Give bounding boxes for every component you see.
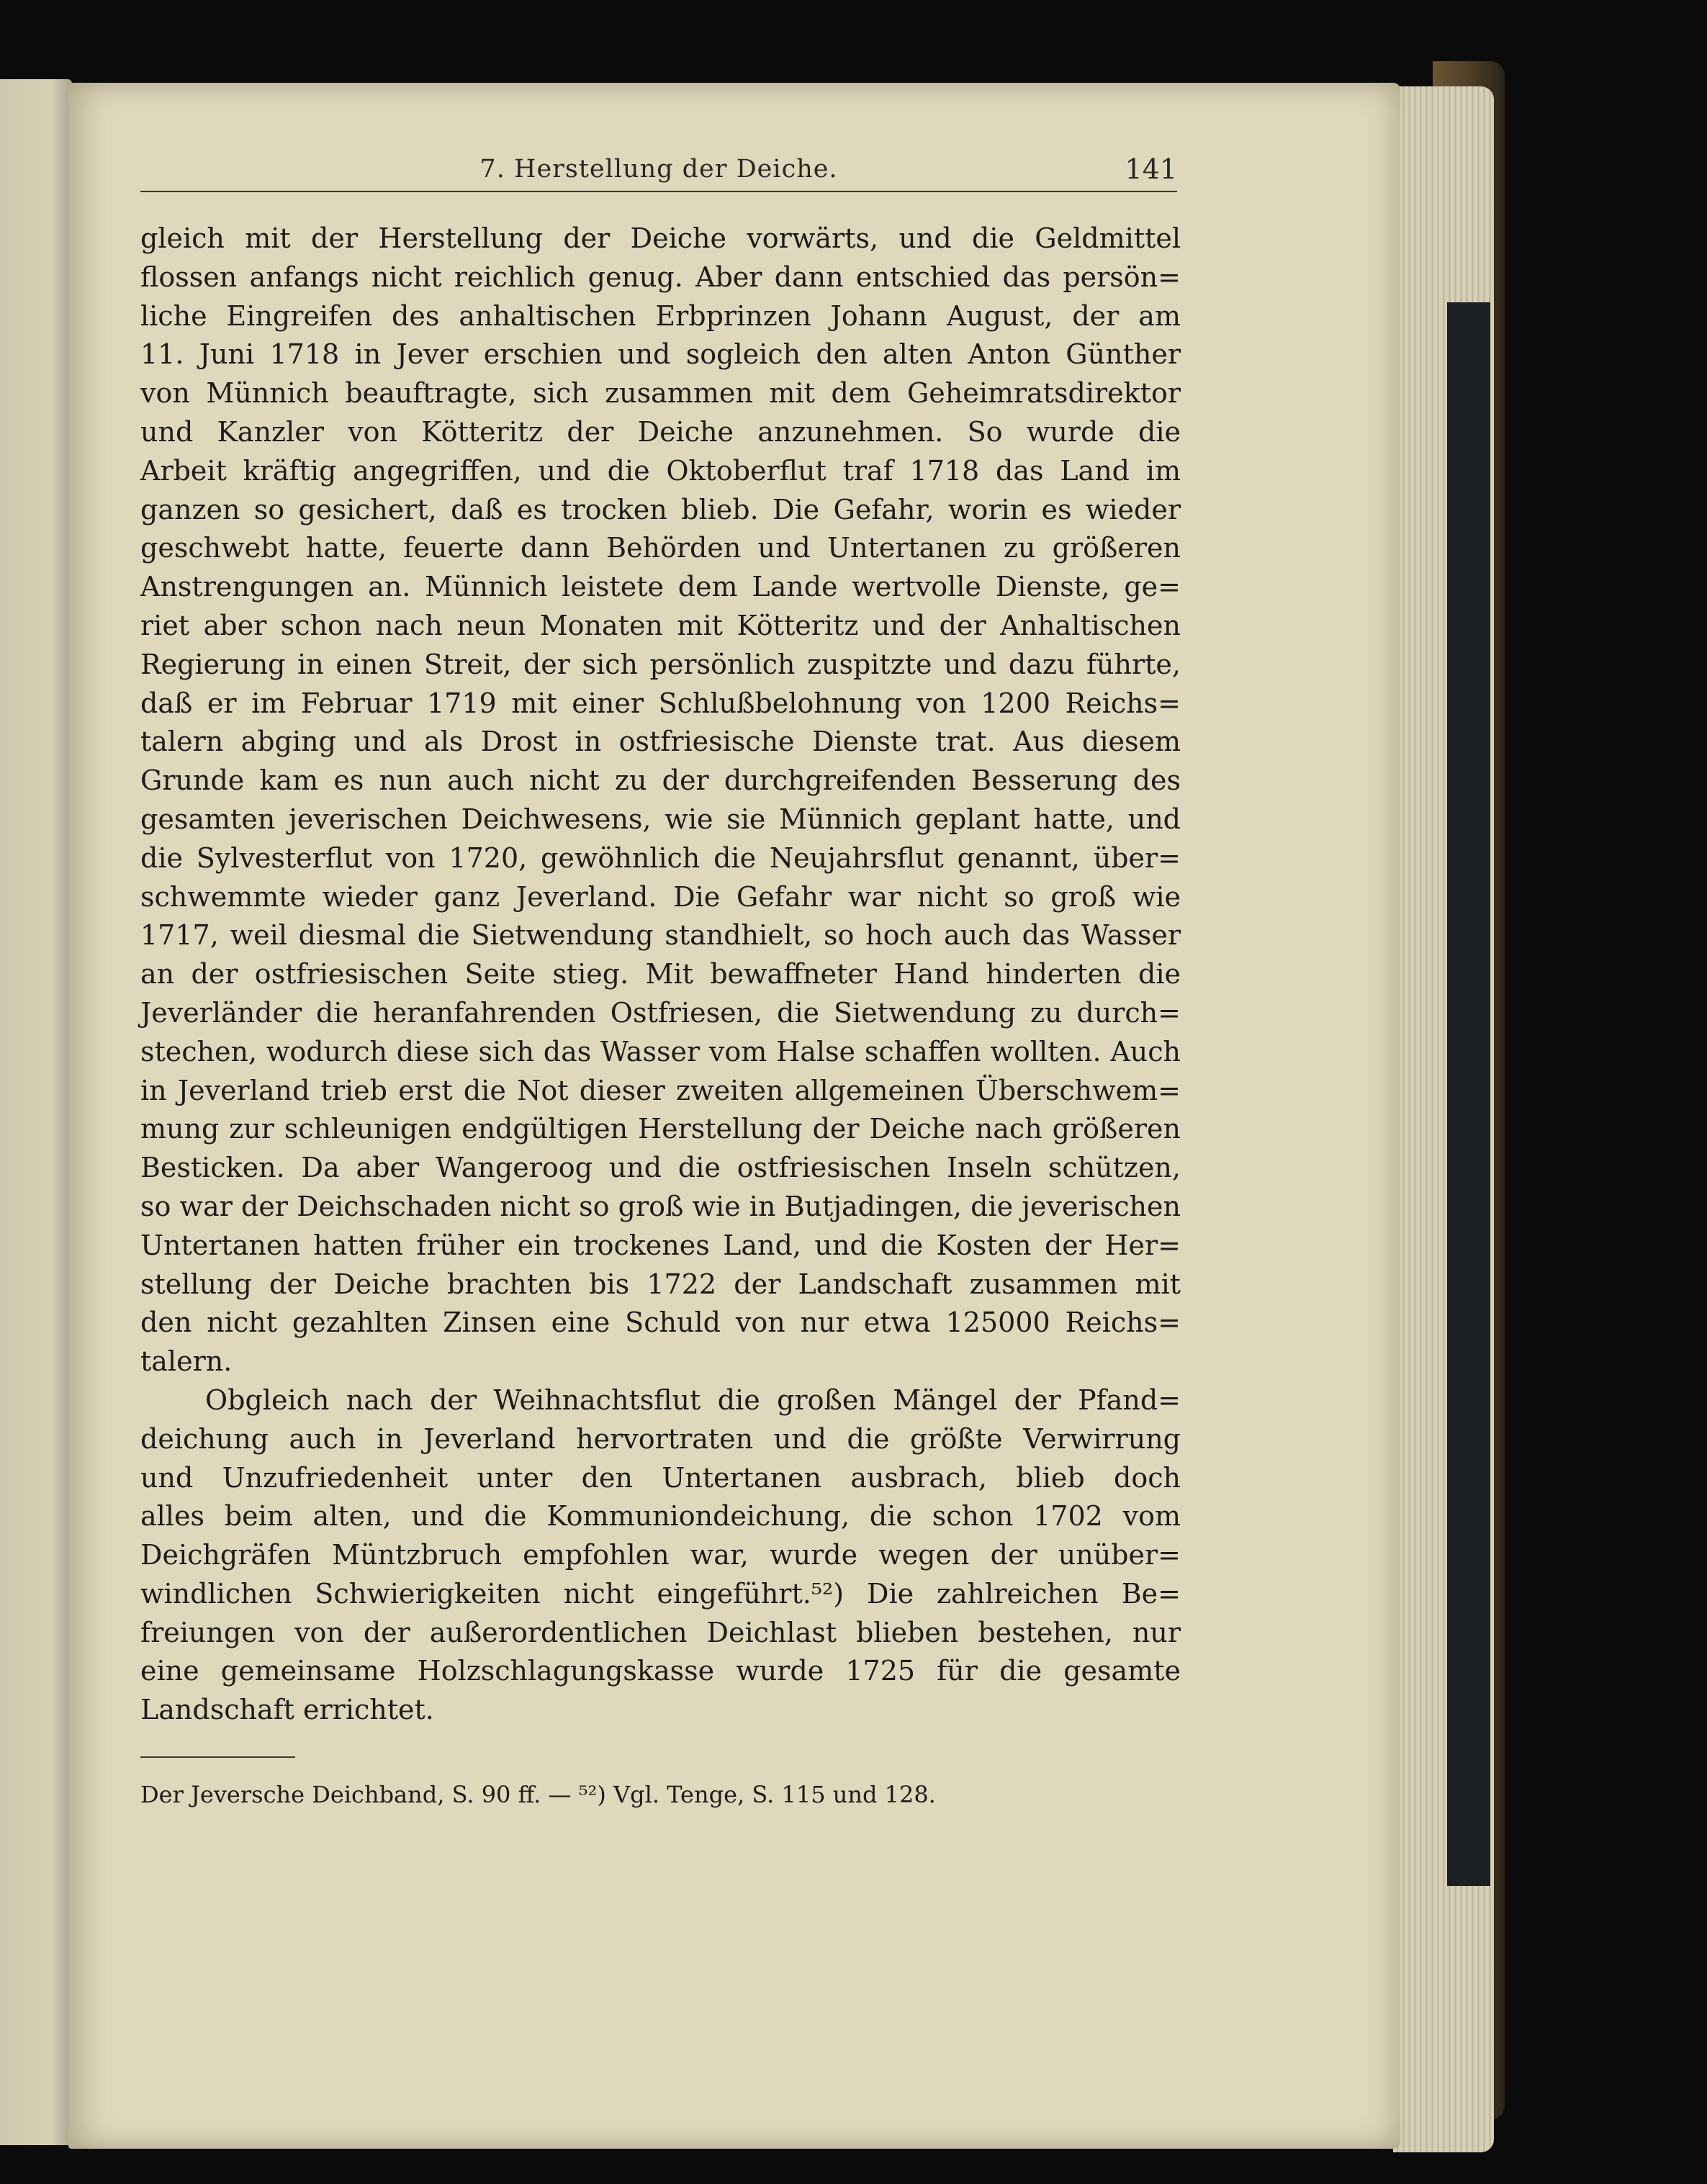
text-line: 11. Juni 1718 in Jever erschien und sogleich den alten Anton Günther bbox=[140, 338, 1181, 371]
text-line: stellung der Deiche brachten bis 1722 der Landschaft zusammen mit bbox=[140, 1268, 1181, 1300]
text-line: von Münnich beauftragte, sich zusammen mit dem Geheimratsdirektor bbox=[140, 377, 1181, 410]
text-line: ganzen so gesichert, daß es trocken blieb. Die Gefahr, worin es wieder bbox=[140, 493, 1181, 525]
footnote: Der Jeversche Deichband, S. 90 ff. — ⁵²) Vgl. Tenge, S. 115 und 128. bbox=[140, 1781, 936, 1808]
text-line: Obgleich nach der Weihnachtsflut die großen Mängel der Pfand= bbox=[205, 1384, 1181, 1416]
text-line: Arbeit kräftig angegriffen, und die Oktoberflut traf 1718 das Land im bbox=[140, 454, 1181, 487]
text-line: und Kanzler von Kötteritz der Deiche anzunehmen. So wurde die bbox=[140, 415, 1181, 448]
text-line: riet aber schon nach neun Monaten mit Kötteritz und der Anhaltischen bbox=[140, 609, 1181, 641]
text-line: Besticken. Da aber Wangeroog und die ostfriesischen Inseln schützen, bbox=[140, 1152, 1181, 1184]
text-line: Untertanen hatten früher ein trockenes Land, und die Kosten der Her= bbox=[140, 1229, 1181, 1261]
chapter-title: 7. Herstellung der Deiche. bbox=[479, 155, 838, 184]
text-line: eine gemeinsame Holzschlagungskasse wurde 1725 für die gesamte bbox=[140, 1655, 1181, 1687]
text-line: flossen anfangs nicht reichlich genug. Aber dann entschied das persön= bbox=[140, 261, 1181, 293]
text-line: in Jeverland trieb erst die Not dieser zweiten allgemeinen Überschwem= bbox=[140, 1074, 1181, 1106]
text-line: Regierung in einen Streit, der sich persönlich zuspitzte und dazu führte, bbox=[140, 648, 1181, 680]
text-line: geschwebt hatte, feuerte dann Behörden und Untertanen zu größeren bbox=[140, 532, 1181, 564]
body-text bbox=[140, 220, 1181, 1730]
running-head bbox=[140, 148, 1177, 192]
text-line: stechen, wodurch diese sich das Wasser vom Halse schaffen wollten. Auch bbox=[140, 1035, 1181, 1068]
text-line: Deichgräfen Müntzbruch empfohlen war, wurde wegen der unüber= bbox=[140, 1539, 1181, 1571]
footnote-rule bbox=[140, 1756, 295, 1758]
text-line: mung zur schleunigen endgültigen Herstellung der Deiche nach größeren bbox=[140, 1113, 1181, 1145]
text-line: talern. bbox=[140, 1345, 233, 1378]
text-line: daß er im Februar 1719 mit einer Schlußbelohnung von 1200 Reichs= bbox=[140, 687, 1181, 719]
text-line: Anstrengungen an. Münnich leistete dem Lande wertvolle Dienste, ge= bbox=[140, 571, 1181, 603]
text-line: deichung auch in Jeverland hervortraten und die größte Verwirrung bbox=[140, 1422, 1181, 1455]
text-line: gesamten jeverischen Deichwesens, wie sie Münnich geplant hatte, und bbox=[140, 803, 1181, 835]
page-number: 141 bbox=[1125, 153, 1177, 185]
text-line: und Unzufriedenheit unter den Untertanen ausbrach, blieb doch bbox=[140, 1461, 1181, 1494]
text-line: windlichen Schwierigkeiten nicht eingeführt.⁵²) Die zahlreichen Be= bbox=[140, 1577, 1181, 1610]
text-line: Landschaft errichtet. bbox=[140, 1694, 434, 1726]
text-line: Jeverländer die heranfahrenden Ostfriesen, die Sietwendung zu durch= bbox=[140, 996, 1181, 1029]
text-line: schwemmte wieder ganz Jeverland. Die Gefahr war nicht so groß wie bbox=[140, 880, 1181, 913]
text-line: den nicht gezahlten Zinsen eine Schuld von nur etwa 125000 Reichs= bbox=[140, 1307, 1181, 1339]
text-line: so war der Deichschaden nicht so groß wie in Butjadingen, die jeverischen bbox=[140, 1190, 1181, 1222]
text-line: Grunde kam es nun auch nicht zu der durchgreifenden Besserung des bbox=[140, 764, 1181, 797]
text-line: 1717, weil diesmal die Sietwendung standhielt, so hoch auch das Wasser bbox=[140, 919, 1181, 952]
text-line: liche Eingreifen des anhaltischen Erbprinzen Johann August, der am bbox=[140, 299, 1181, 332]
left-page-edge bbox=[0, 79, 72, 2145]
text-line: die Sylvesterflut von 1720, gewöhnlich die Neujahrsflut genannt, über= bbox=[140, 841, 1181, 874]
text-line: an der ostfriesischen Seite stieg. Mit bewaffneter Hand hinderten die bbox=[140, 958, 1181, 991]
book-spine-cloth bbox=[1447, 302, 1490, 1886]
text-line: freiungen von der außerordentlichen Deichlast blieben bestehen, nur bbox=[140, 1616, 1181, 1648]
text-line: talern abging und als Drost in ostfriesische Dienste trat. Aus diesem bbox=[140, 726, 1181, 758]
text-line: alles beim alten, und die Kommuniondeichung, die schon 1702 vom bbox=[140, 1500, 1181, 1533]
text-line: gleich mit der Herstellung der Deiche vorwärts, und die Geldmittel bbox=[140, 222, 1181, 254]
